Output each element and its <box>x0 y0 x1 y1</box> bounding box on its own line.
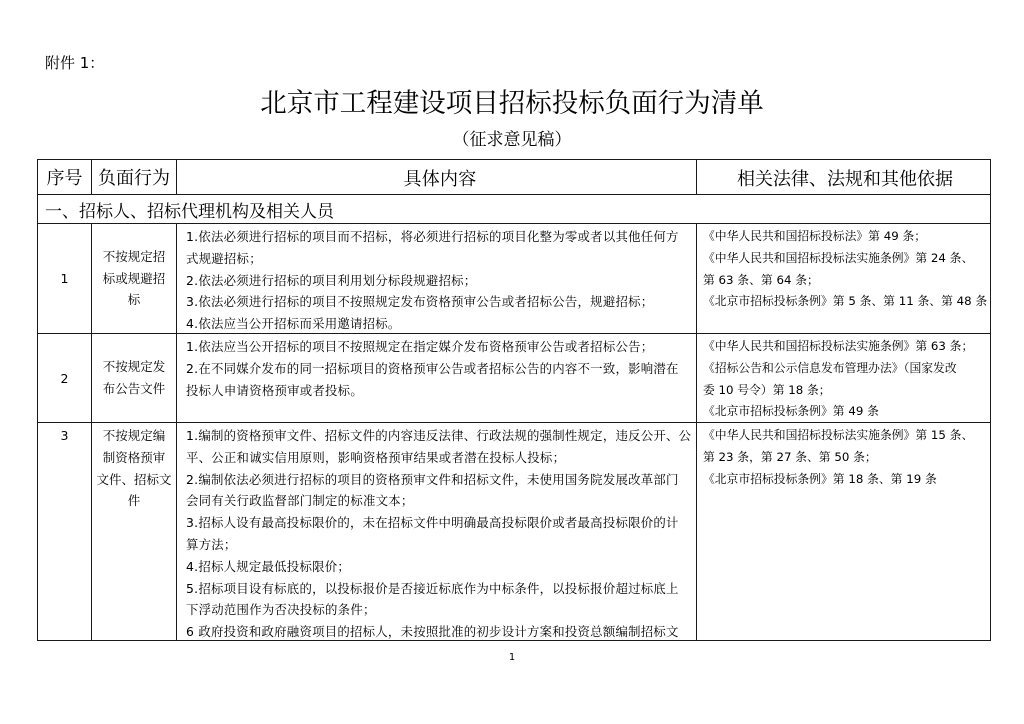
basis-text <box>703 336 987 422</box>
text-line: 标或规避招 <box>102 270 166 286</box>
text-line: 投标人申请资格预审或者投标。 <box>186 382 363 398</box>
text-line: 布公告文件 <box>102 381 166 396</box>
seq-cell <box>38 334 92 422</box>
header-basis: 相关法律、法规和其他依据 <box>737 169 953 190</box>
document-title: 北京市工程建设项目招标投标负面行为清单 <box>260 88 764 119</box>
text-line: 不按规定招 <box>102 248 166 264</box>
text-line: 委 10 号令）第 18 条； <box>703 382 831 397</box>
text-line: 4.招标人规定最低投标限价； <box>186 558 351 574</box>
basis-cell <box>697 224 990 333</box>
table-row <box>38 224 990 334</box>
text-line: 会同有关行政监督部门制定的标准文本； <box>186 493 414 509</box>
text-line: 平、公正和诚实信用原则，影响资格预审结果或者潜在投标人投标； <box>186 449 566 465</box>
basis-cell <box>697 334 990 422</box>
text-line: 5.招标项目设有标底的，以投标报价是否接近标底作为中标条件，以投标报价超过标底上 <box>186 580 679 596</box>
text-line: 4.依法应当公开招标而采用邀请招标。 <box>186 316 401 332</box>
text-line: 3.招标人设有最高投标限价的，未在招标文件中明确最高投标限价或者最高投标限价的计 <box>186 515 679 531</box>
text-line: 下浮动范围作为否决投标的条件； <box>186 602 376 618</box>
text-line: 不按规定发 <box>102 359 166 375</box>
text-line: 《中华人民共和国招标投标法实施条例》第 24 条、 <box>703 250 974 265</box>
attachment-label: 附件 1： <box>45 54 105 72</box>
text-line: 《中华人民共和国招标投标法实施条例》第 63 条； <box>703 339 974 353</box>
content-text <box>186 226 694 333</box>
text-line: 《北京市招标投标条例》第 18 条、第 19 条 <box>703 471 937 486</box>
text-line: 算方法； <box>186 536 237 552</box>
seq-number: 3 <box>60 428 69 443</box>
table-row <box>38 423 990 640</box>
text-line: 式规避招标； <box>186 250 262 266</box>
section-title: 一、招标人、招标代理机构及相关人员 <box>45 201 334 222</box>
text-line: 3.依法必须进行招标的项目不按照规定发布资格预审公告或者招标公告，规避招标； <box>186 294 654 310</box>
content-text <box>186 425 694 640</box>
text-line: 1.依法必须进行招标的项目而不招标，将必须进行招标的项目化整为零或者以其他任何方 <box>186 229 679 244</box>
behavior-text <box>103 356 166 400</box>
behavior-cell <box>92 334 177 422</box>
page-number: 1 <box>508 652 516 663</box>
text-line: 第 23 条，第 27 条、第 50 条； <box>703 449 877 464</box>
basis-text <box>703 226 987 313</box>
text-line: 《中华人民共和国招标投标法实施条例》第 15 条、 <box>703 428 974 442</box>
text-line: 文件、招标文 <box>96 471 172 487</box>
content-text <box>186 336 694 401</box>
text-line: 不按规定编 <box>102 428 166 443</box>
text-line: 1.依法应当公开招标的项目不按照规定在指定媒介发布资格预审公告或者招标公告； <box>186 339 654 354</box>
text-line: 2.在不同媒介发布的同一招标项目的资格预审公告或者招标公告的内容不一致，影响潜在 <box>186 360 679 376</box>
behavior-text <box>95 425 173 512</box>
seq-cell <box>38 224 92 333</box>
header-behavior: 负面行为 <box>92 160 177 194</box>
text-line: 第 63 条、第 64 条； <box>703 272 819 287</box>
header-content: 具体内容 <box>177 160 697 194</box>
text-line: 《中华人民共和国招标投标法》第 49 条； <box>703 229 927 243</box>
header-seq: 序号 <box>38 160 92 194</box>
content-cell <box>177 334 697 422</box>
table-row <box>38 334 990 423</box>
seq-number: 2 <box>60 370 69 386</box>
text-line: 《招标公告和公示信息发布管理办法》（国家发改 <box>703 360 957 375</box>
behavior-cell <box>92 423 177 640</box>
document-subtitle: （征求意见稿） <box>452 130 572 150</box>
text-line: 《北京市招标投标条例》第 5 条、第 11 条、第 48 条 <box>703 294 988 309</box>
text-line: 件 <box>127 493 141 509</box>
content-cell <box>177 423 697 640</box>
text-line: 《北京市招标投标条例》第 49 条 <box>703 404 879 419</box>
text-line: 2.依法必须进行招标的项目利用划分标段规避招标； <box>186 272 477 288</box>
behavior-cell <box>92 224 177 333</box>
text-line: 6 政府投资和政府融资项目的招标人，未按照批准的初步设计方案和投资总额编制招标文 <box>186 624 679 640</box>
table-header-row <box>38 160 990 195</box>
behavior-text <box>103 246 166 311</box>
text-line: 1.编制的资格预审文件、招标文件的内容违反法律、行政法规的强制性规定，违反公开、公 <box>186 428 692 443</box>
content-cell <box>177 224 697 333</box>
text-line: 2.编制依法必须进行招标的项目的资格预审文件和招标文件，未使用国务院发展改革部门 <box>186 471 679 487</box>
text-line: 标 <box>127 292 141 308</box>
seq-cell <box>38 423 92 640</box>
seq-number: 1 <box>60 271 69 286</box>
text-line: 制资格预审 <box>102 449 166 465</box>
section-row <box>38 195 990 224</box>
basis-cell <box>697 423 990 640</box>
negative-behavior-table <box>37 159 991 641</box>
basis-text <box>703 425 987 490</box>
